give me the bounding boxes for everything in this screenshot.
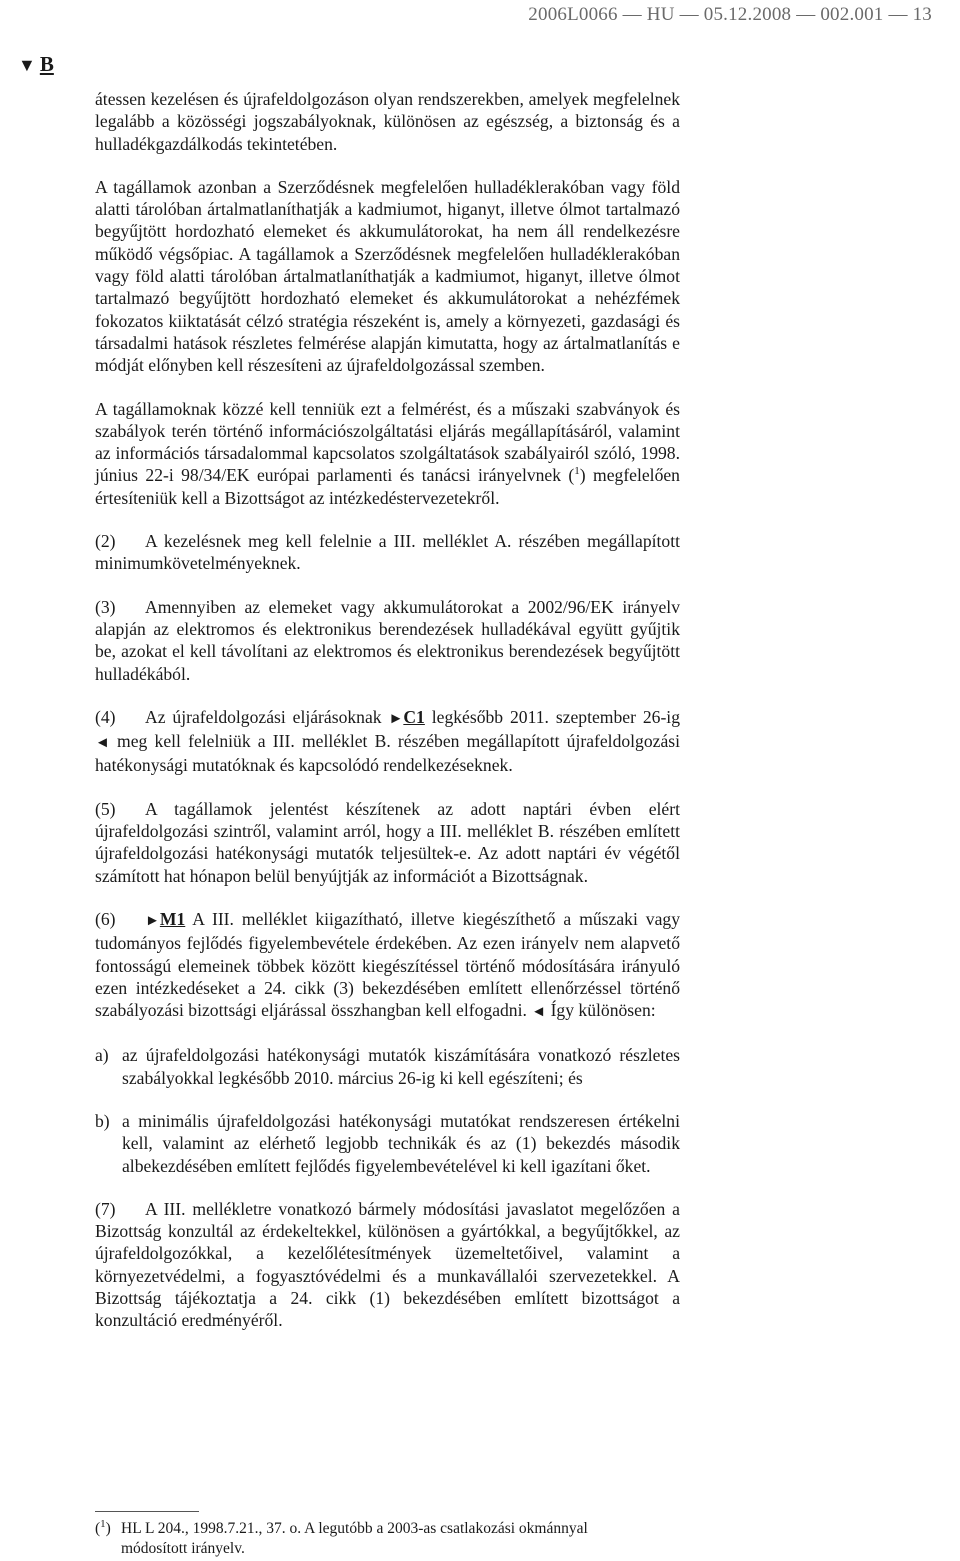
paragraph-text-end: Így különösen: <box>550 1000 656 1021</box>
list-item-label: a) <box>95 1045 109 1066</box>
paragraph-member-states: A tagállamok azonban a Szerződésnek megfelelően hulladéklerakóban vagy föld alatti tárolóban ártalmatlaníthatják a kadmiumot, higanyt, illetve ólmot tartalmazó begyűjtött hordozható elemeket és akkumulátorokat, ha nem áll rendelkezésre működő végsőpiac. A tagállamok a Szerződésnek megfelelően hulladéklerakóban vagy föld alatti tárolóban ártalmatlaníthatják a kadmiumot, higanyt, illetve ólmot tartalmazó begyűjtött hordozható elemeket és akkumulátorokat a nehézfémek fokozatos kiiktatását célzó stratégia részeként is, amely a környezeti, gazdasági és társadalmi hatások részletes felmérése alapján kimutatta, hogy az ártalmatlanítás e módját előnyben kell részesíteni az újrafeldolgozással szemben. <box>95 176 680 376</box>
paragraph-7 <box>95 1198 680 1332</box>
paragraph-6 <box>95 908 680 1023</box>
list-item-a <box>95 1044 680 1089</box>
paragraph-text: Az újrafeldolgozási eljárásoknak <box>145 706 382 727</box>
correction-link-c1[interactable]: C1 <box>403 706 425 727</box>
paragraph-2 <box>95 530 680 575</box>
list-item-b <box>95 1110 680 1177</box>
footnote-paren-close: ) <box>105 1520 111 1537</box>
footnote-line <box>95 1519 680 1539</box>
page-header: 2006L0066 — HU — 05.12.2008 — 002.001 — 13 <box>528 4 932 25</box>
notification-text-end: ) megfelelően értesíteniük kell a Bizottságot az intézkedéstervezetekről. <box>95 465 680 508</box>
paragraph-text: Amennyiben az elemeket vagy akkumulátorokat a 2002/96/EK irányelv alapján az elektromos és elektronikus berendezések hulladékával együtt gyűjtik be, azokat el kell távolítani az elektromos és elektronikus berendezések begyűjtött hulladékából. <box>95 596 680 684</box>
paragraph-notification <box>95 398 680 509</box>
paragraph-number: (6) <box>95 908 116 929</box>
list-item-text: a minimális újrafeldolgozási hatékonysági mutatókat rendszeresen értékelni kell, valamint az elérhető legjobb technikák és az (1) bekezdés második albekezdésében említett fejlődés figyelembevételével ki kell igazítani őket. <box>122 1110 680 1176</box>
amendment-marker-b[interactable] <box>18 52 54 77</box>
paragraph-5 <box>95 798 680 887</box>
list-item-text: az újrafeldolgozási hatékonysági mutatók kiszámítására vonatkozó részletes szabályokkal legkésőbb 2010. március 26-ig ki kell egészíteni; és <box>122 1045 680 1088</box>
paragraph-text: A kezelésnek meg kell felelnie a III. melléklet A. részében megállapított minimumkövetelményeknek. <box>95 531 680 574</box>
paragraph-number: (2) <box>95 531 116 552</box>
right-arrow-icon: ► <box>145 912 160 929</box>
paragraph-continuation: átessen kezelésen és újrafeldolgozáson olyan rendszerekben, amelyek megfelelnek legalább a közösségi jogszabályoknak, különösen az egészség, a biztonság és a hulladékgazdálkodás tekintetében. <box>95 89 680 154</box>
marker-letter[interactable]: B <box>39 52 54 76</box>
footnote-text: HL L 204., 1998.7.21., 37. o. A legutóbb a 2003-as csatlakozási okmánnyal <box>121 1520 588 1537</box>
paragraph-number: (7) <box>95 1198 116 1219</box>
down-triangle-icon: ▼ <box>18 55 36 75</box>
list-item-label: b) <box>95 1110 110 1131</box>
amended-text: A III. melléklet kiigazítható, illetve kiegészíthető a műszaki vagy tudományos fejlődés figyelembevétele érdekében. Az ezen irányelv nem alapvető fontosságú elemeinek többek között kiegészítéssel történő módosítására irányuló ezen intézkedéseket a 24. cikk (3) bekezdésében említett ellenőrzéssel történő szabályozási bizottsági eljárással összhangban kell elfogadni. <box>95 908 680 1021</box>
amended-text: legkésőbb 2011. szeptember 26-ig <box>431 706 680 727</box>
paragraph-number: (3) <box>95 596 116 617</box>
paragraph-number: (5) <box>95 798 116 819</box>
footnote-divider <box>95 1511 199 1512</box>
document-body <box>95 88 680 1353</box>
paragraph-3 <box>95 596 680 685</box>
paragraph-4 <box>95 706 680 777</box>
amendment-link-m1[interactable]: M1 <box>159 908 186 929</box>
left-arrow-icon: ◄ <box>531 1004 547 1021</box>
footnote-text-continued: módosított irányelv. <box>121 1539 245 1557</box>
right-arrow-icon: ► <box>388 710 404 727</box>
footnote-ref[interactable]: 1 <box>574 465 580 478</box>
footnote-paren-open: ( <box>95 1520 101 1537</box>
footnote-number <box>95 1519 121 1539</box>
notification-text: A tagállamoknak közzé kell tenniük ezt a felmérést, és a műszaki szabványok és szabályok terén történő információszolgáltatási eljárás megállapításáról, valamint az információs társadalommal kapcsolatos szolgáltatások szabályairól szóló, 1998. június 22-i 98/34/EK európai parlamenti és tanácsi irányelvnek ( <box>95 398 680 486</box>
paragraph-text: A tagállamok jelentést készítenek az adott naptári évben elért újrafeldolgozási szintről, valamint arról, hogy a III. melléklet B. részében említett újrafeldolgozási hatékonysági mutatók teljesültek-e. Az adott naptári év végétől számított hat hónapon belül benyújtják az információt a Bizottságnak. <box>95 798 680 886</box>
left-arrow-icon: ◄ <box>95 735 110 752</box>
paragraph-text-end: meg kell felelniük a III. melléklet B. részében megállapított újrafeldolgozási hatékonysági mutatóknak és kapcsolódó rendelkezéseknek. <box>95 731 680 776</box>
footnote-sup: 1 <box>100 1517 106 1530</box>
paragraph-text: A III. mellékletre vonatkozó bármely módosítási javaslatot megelőzően a Bizottság konzultál az érdekeltekkel, különösen a gyártókkal, a begyűjtőkkel, az újrafeldolgozókkal, a kezelőlétesítmények üzemeltetőivel, valamint a környezetvédelmi, a fogyasztóvédelmi és a munkavállalói szervezetekkel. A Bizottság tájékoztatja a 24. cikk (1) bekezdésében említett bizottságot a konzultáció eredményéről. <box>95 1198 680 1331</box>
paragraph-number: (4) <box>95 706 116 727</box>
footnote <box>95 1519 680 1558</box>
